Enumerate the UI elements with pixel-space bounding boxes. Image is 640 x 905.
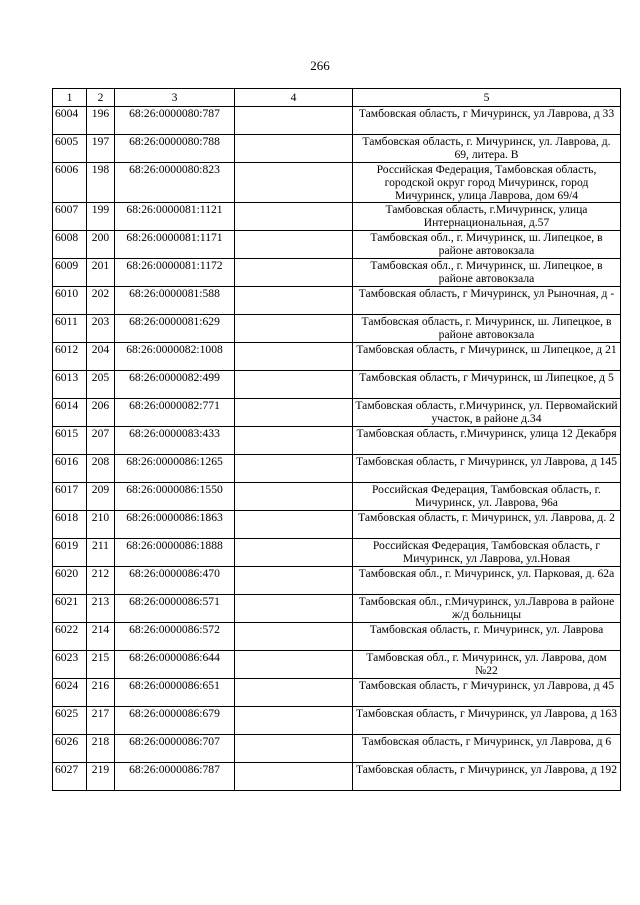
cadastral-number-cell: 68:26:0000082:1008 bbox=[115, 343, 235, 371]
table-header bbox=[53, 89, 621, 107]
item-number-cell: 207 bbox=[87, 427, 115, 455]
empty-cell bbox=[235, 763, 353, 791]
table-row bbox=[53, 455, 621, 483]
row-number-cell: 6008 bbox=[53, 231, 87, 259]
table-row bbox=[53, 259, 621, 287]
item-number-cell: 201 bbox=[87, 259, 115, 287]
row-number-cell: 6027 bbox=[53, 763, 87, 791]
item-number-cell: 200 bbox=[87, 231, 115, 259]
address-cell: Российская Федерация, Тамбовская область, г Мичуринск, ул Лаврова, ул.Новая bbox=[353, 539, 621, 567]
cadastral-number-cell: 68:26:0000080:788 bbox=[115, 135, 235, 163]
item-number-cell: 198 bbox=[87, 163, 115, 203]
address-cell: Тамбовская область, г. Мичуринск, ул. Лаврова, д. 69, литера. В bbox=[353, 135, 621, 163]
cadastral-number-cell: 68:26:0000083:433 bbox=[115, 427, 235, 455]
table-row bbox=[53, 399, 621, 427]
cadastral-number-cell: 68:26:0000086:1863 bbox=[115, 511, 235, 539]
cadastral-number-cell: 68:26:0000086:679 bbox=[115, 707, 235, 735]
table-row bbox=[53, 735, 621, 763]
empty-cell bbox=[235, 203, 353, 231]
cadastral-number-cell: 68:26:0000086:1550 bbox=[115, 483, 235, 511]
row-number-cell: 6009 bbox=[53, 259, 87, 287]
item-number-cell: 205 bbox=[87, 371, 115, 399]
address-cell: Тамбовская область, г. Мичуринск, ш. Липецкое, в районе автовокзала bbox=[353, 315, 621, 343]
row-number-cell: 6023 bbox=[53, 651, 87, 679]
empty-cell bbox=[235, 651, 353, 679]
address-cell: Российская Федерация, Тамбовская область, городской округ город Мичуринск, город Мичуринск, улица Лаврова, дом 69/4 bbox=[353, 163, 621, 203]
table-row bbox=[53, 763, 621, 791]
cadastral-number-cell: 68:26:0000081:1172 bbox=[115, 259, 235, 287]
row-number-cell: 6019 bbox=[53, 539, 87, 567]
column-header-3: 3 bbox=[115, 89, 235, 107]
row-number-cell: 6012 bbox=[53, 343, 87, 371]
empty-cell bbox=[235, 343, 353, 371]
table-row bbox=[53, 287, 621, 315]
item-number-cell: 219 bbox=[87, 763, 115, 791]
row-number-cell: 6016 bbox=[53, 455, 87, 483]
empty-cell bbox=[235, 567, 353, 595]
table-row bbox=[53, 539, 621, 567]
cadastral-number-cell: 68:26:0000086:1888 bbox=[115, 539, 235, 567]
item-number-cell: 215 bbox=[87, 651, 115, 679]
address-cell: Тамбовская область, г.Мичуринск, улица 12 Декабря bbox=[353, 427, 621, 455]
column-header-5: 5 bbox=[353, 89, 621, 107]
item-number-cell: 213 bbox=[87, 595, 115, 623]
row-number-cell: 6004 bbox=[53, 107, 87, 135]
item-number-cell: 211 bbox=[87, 539, 115, 567]
column-header-1: 1 bbox=[53, 89, 87, 107]
empty-cell bbox=[235, 483, 353, 511]
empty-cell bbox=[235, 231, 353, 259]
address-cell: Тамбовская область, г Мичуринск, ул Лаврова, д 6 bbox=[353, 735, 621, 763]
table-row bbox=[53, 203, 621, 231]
cadastral-number-cell: 68:26:0000081:1121 bbox=[115, 203, 235, 231]
row-number-cell: 6018 bbox=[53, 511, 87, 539]
property-registry-table bbox=[52, 88, 621, 791]
item-number-cell: 204 bbox=[87, 343, 115, 371]
empty-cell bbox=[235, 707, 353, 735]
address-cell: Тамбовская область, г Мичуринск, ш Липецкое, д 21 bbox=[353, 343, 621, 371]
address-cell: Тамбовская область, г Мичуринск, ул Лаврова, д 145 bbox=[353, 455, 621, 483]
empty-cell bbox=[235, 679, 353, 707]
row-number-cell: 6013 bbox=[53, 371, 87, 399]
row-number-cell: 6026 bbox=[53, 735, 87, 763]
empty-cell bbox=[235, 455, 353, 483]
empty-cell bbox=[235, 595, 353, 623]
item-number-cell: 212 bbox=[87, 567, 115, 595]
page-number: 266 bbox=[310, 58, 330, 73]
header-row bbox=[53, 89, 621, 107]
row-number-cell: 6015 bbox=[53, 427, 87, 455]
row-number-cell: 6025 bbox=[53, 707, 87, 735]
address-cell: Тамбовская область, г. Мичуринск, ул. Лаврова, д. 2 bbox=[353, 511, 621, 539]
item-number-cell: 202 bbox=[87, 287, 115, 315]
cadastral-number-cell: 68:26:0000086:644 bbox=[115, 651, 235, 679]
address-cell: Тамбовская обл., г. Мичуринск, ш. Липецкое, в районе автовокзала bbox=[353, 259, 621, 287]
table-row bbox=[53, 707, 621, 735]
empty-cell bbox=[235, 315, 353, 343]
item-number-cell: 210 bbox=[87, 511, 115, 539]
table-row bbox=[53, 315, 621, 343]
cadastral-number-cell: 68:26:0000086:572 bbox=[115, 623, 235, 651]
empty-cell bbox=[235, 163, 353, 203]
table-row bbox=[53, 343, 621, 371]
address-cell: Российская Федерация, Тамбовская область, г. Мичуринск, ул. Лаврова, 96а bbox=[353, 483, 621, 511]
cadastral-number-cell: 68:26:0000086:651 bbox=[115, 679, 235, 707]
cadastral-number-cell: 68:26:0000080:823 bbox=[115, 163, 235, 203]
empty-cell bbox=[235, 511, 353, 539]
item-number-cell: 214 bbox=[87, 623, 115, 651]
empty-cell bbox=[235, 539, 353, 567]
row-number-cell: 6006 bbox=[53, 163, 87, 203]
table-row bbox=[53, 679, 621, 707]
table-row bbox=[53, 371, 621, 399]
address-cell: Тамбовская обл., г. Мичуринск, ул. Парковая, д. 62а bbox=[353, 567, 621, 595]
row-number-cell: 6020 bbox=[53, 567, 87, 595]
row-number-cell: 6005 bbox=[53, 135, 87, 163]
column-header-4: 4 bbox=[235, 89, 353, 107]
address-cell: Тамбовская обл., г.Мичуринск, ул.Лаврова в районе ж/д больницы bbox=[353, 595, 621, 623]
table-row bbox=[53, 651, 621, 679]
empty-cell bbox=[235, 735, 353, 763]
cadastral-number-cell: 68:26:0000080:787 bbox=[115, 107, 235, 135]
empty-cell bbox=[235, 107, 353, 135]
address-cell: Тамбовская область, г Мичуринск, ул Лаврова, д 163 bbox=[353, 707, 621, 735]
row-number-cell: 6021 bbox=[53, 595, 87, 623]
cadastral-number-cell: 68:26:0000082:771 bbox=[115, 399, 235, 427]
table-row bbox=[53, 135, 621, 163]
item-number-cell: 206 bbox=[87, 399, 115, 427]
row-number-cell: 6024 bbox=[53, 679, 87, 707]
item-number-cell: 196 bbox=[87, 107, 115, 135]
address-cell: Тамбовская обл., г. Мичуринск, ул. Лаврова, дом №22 bbox=[353, 651, 621, 679]
address-cell: Тамбовская область, г.Мичуринск, ул. Первомайский участок, в районе д.34 bbox=[353, 399, 621, 427]
empty-cell bbox=[235, 399, 353, 427]
table-row bbox=[53, 427, 621, 455]
cadastral-number-cell: 68:26:0000086:707 bbox=[115, 735, 235, 763]
item-number-cell: 218 bbox=[87, 735, 115, 763]
table-row bbox=[53, 231, 621, 259]
address-cell: Тамбовская область, г Мичуринск, ул Лаврова, д 45 bbox=[353, 679, 621, 707]
address-cell: Тамбовская область, г Мичуринск, ул Лаврова, д 33 bbox=[353, 107, 621, 135]
cadastral-number-cell: 68:26:0000086:1265 bbox=[115, 455, 235, 483]
address-cell: Тамбовская обл., г. Мичуринск, ш. Липецкое, в районе автовокзала bbox=[353, 231, 621, 259]
item-number-cell: 197 bbox=[87, 135, 115, 163]
table-row bbox=[53, 595, 621, 623]
item-number-cell: 217 bbox=[87, 707, 115, 735]
item-number-cell: 209 bbox=[87, 483, 115, 511]
empty-cell bbox=[235, 259, 353, 287]
address-cell: Тамбовская область, г.Мичуринск, улица Интернациональная, д.57 bbox=[353, 203, 621, 231]
table-row bbox=[53, 163, 621, 203]
table-row bbox=[53, 567, 621, 595]
empty-cell bbox=[235, 623, 353, 651]
table-row bbox=[53, 511, 621, 539]
empty-cell bbox=[235, 135, 353, 163]
item-number-cell: 208 bbox=[87, 455, 115, 483]
cadastral-number-cell: 68:26:0000082:499 bbox=[115, 371, 235, 399]
cadastral-number-cell: 68:26:0000086:571 bbox=[115, 595, 235, 623]
cadastral-number-cell: 68:26:0000086:470 bbox=[115, 567, 235, 595]
table-row bbox=[53, 107, 621, 135]
row-number-cell: 6014 bbox=[53, 399, 87, 427]
address-cell: Тамбовская область, г Мичуринск, ул Рыночная, д - bbox=[353, 287, 621, 315]
row-number-cell: 6011 bbox=[53, 315, 87, 343]
table-row bbox=[53, 483, 621, 511]
row-number-cell: 6010 bbox=[53, 287, 87, 315]
table-row bbox=[53, 623, 621, 651]
empty-cell bbox=[235, 371, 353, 399]
cadastral-number-cell: 68:26:0000081:588 bbox=[115, 287, 235, 315]
item-number-cell: 203 bbox=[87, 315, 115, 343]
item-number-cell: 199 bbox=[87, 203, 115, 231]
cadastral-number-cell: 68:26:0000081:629 bbox=[115, 315, 235, 343]
empty-cell bbox=[235, 287, 353, 315]
address-cell: Тамбовская область, г. Мичуринск, ул. Лаврова bbox=[353, 623, 621, 651]
empty-cell bbox=[235, 427, 353, 455]
cadastral-number-cell: 68:26:0000081:1171 bbox=[115, 231, 235, 259]
row-number-cell: 6007 bbox=[53, 203, 87, 231]
cadastral-number-cell: 68:26:0000086:787 bbox=[115, 763, 235, 791]
item-number-cell: 216 bbox=[87, 679, 115, 707]
row-number-cell: 6022 bbox=[53, 623, 87, 651]
address-cell: Тамбовская область, г Мичуринск, ш Липецкое, д 5 bbox=[353, 371, 621, 399]
table-body bbox=[53, 107, 621, 791]
row-number-cell: 6017 bbox=[53, 483, 87, 511]
column-header-2: 2 bbox=[87, 89, 115, 107]
address-cell: Тамбовская область, г Мичуринск, ул Лаврова, д 192 bbox=[353, 763, 621, 791]
